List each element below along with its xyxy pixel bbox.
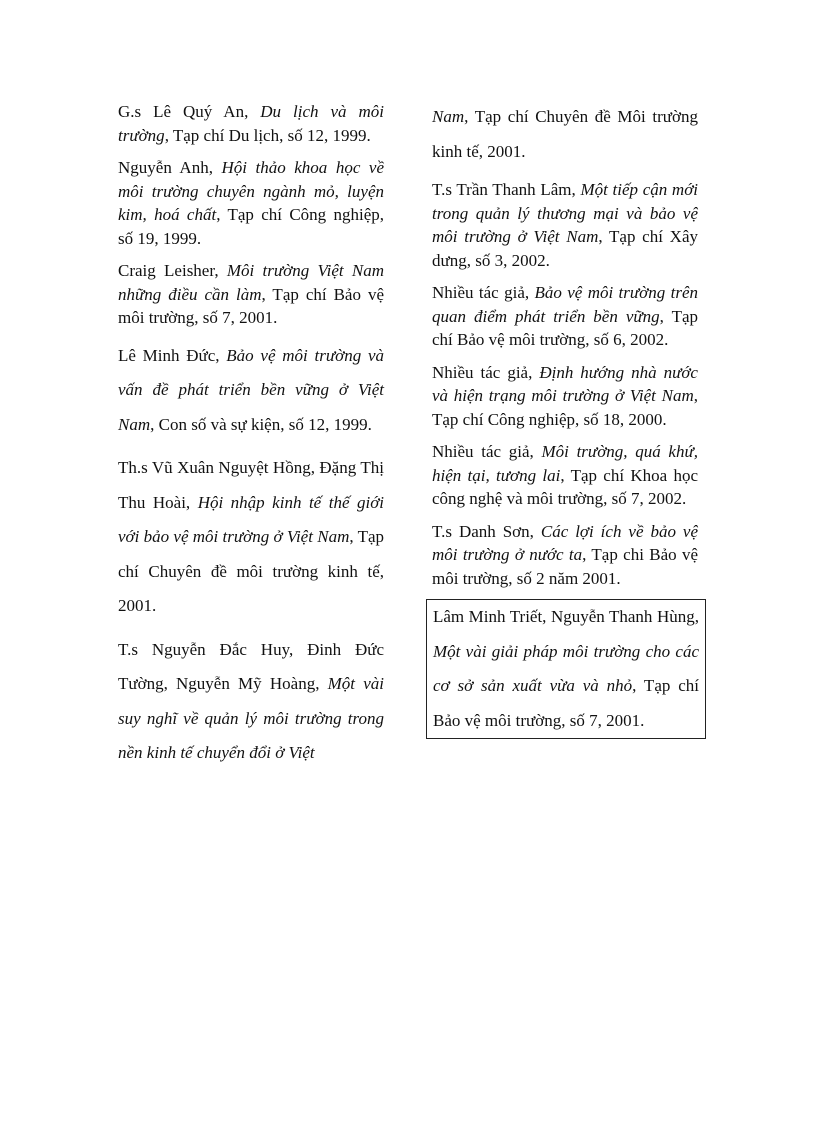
reference-author: T.s Nguyễn Đắc Huy, Đinh Đức Tường, Nguyễn Mỹ Hoàng, (118, 639, 384, 693)
reference-title: Bảo vệ môi trường trên quan điểm phát triển bền vững (432, 283, 698, 326)
reference-source: , Tạp chí Du lịch, số 12, 1999. (164, 125, 371, 145)
reference-author: T.s Trần Thanh Lâm, (432, 180, 581, 199)
reference-source: , Tạp chí Bảo vệ môi trường, số 6, 2002. (432, 306, 698, 349)
reference-title: Hội thảo khoa học về môi trường chuyên ngành mỏ, luyện kim, hoá chất (118, 158, 384, 224)
reference-title: Môi trường Việt Nam những điều cần làm (118, 261, 384, 304)
reference-author: Nhiều tác giả, (432, 362, 540, 382)
reference-author: Lê Minh Đức, (118, 345, 227, 365)
reference-entry (118, 156, 384, 250)
reference-entry (432, 440, 698, 511)
right-column (432, 100, 698, 739)
reference-source: , Tạp chí Bảo vệ môi trường, số 7, 2001. (118, 284, 384, 327)
reference-entry (432, 520, 698, 591)
boxed-reference (426, 599, 706, 739)
reference-entry (432, 178, 698, 272)
reference-author: Th.s Vũ Xuân Nguyệt Hồng, Đặng Thị Thu Hoài, (118, 458, 384, 512)
reference-entry-continued (432, 100, 698, 169)
reference-title: Một vài suy nghĩ về quản lý môi trường trong nền kinh tế chuyển đổi ở Việt (118, 674, 384, 762)
reference-entry (118, 100, 384, 147)
reference-author: Craig Leisher, (118, 261, 227, 280)
reference-source: , Tạp chí Công nghiệp, số 19, 1999. (118, 205, 384, 248)
reference-title: Du lịch và môi trường (118, 102, 384, 145)
reference-title: Một tiếp cận mới trong quản lý thương mại và bảo vệ môi trường ở Việt Nam (432, 180, 699, 246)
reference-author: Nhiều tác giả, (432, 283, 535, 302)
reference-author: G.s Lê Quý An, (118, 102, 261, 121)
reference-entry (433, 600, 699, 738)
reference-entry (118, 339, 384, 443)
reference-title: Môi trường, quá khứ, hiện tại, tương lai (432, 442, 698, 485)
reference-entry (118, 633, 384, 771)
reference-entry (118, 451, 384, 624)
reference-entry (432, 361, 698, 432)
reference-author: Nguyễn Anh, (118, 158, 222, 177)
reference-source: , Tạp chí Chuyên đề Môi trường kinh tế, 2001. (432, 107, 698, 161)
reference-source: , Tạp chí Công nghiệp, số 18, 2000. (432, 386, 698, 429)
reference-title: Hội nhập kinh tế thế giới với bảo vệ môi trường ở Việt Nam (118, 492, 385, 546)
reference-source: , Tạp chi Bảo vệ môi trường, số 2 năm 2001. (432, 545, 699, 588)
reference-source: , Con số và sự kiện, số 12, 1999. (150, 414, 372, 434)
reference-source: , Tạp chí Khoa học công nghệ và môi trường, số 7, 2002. (432, 465, 698, 508)
reference-entry (432, 281, 698, 352)
reference-title: Định hướng nhà nước và hiện trạng môi trường ở Việt Nam (432, 362, 698, 405)
reference-author: T.s Danh Sơn, (432, 521, 541, 541)
reference-title: Các lợi ích về bảo vệ môi trường ở nước ta (432, 521, 698, 564)
reference-author: Lâm Minh Triết, Nguyễn Thanh Hùng, (433, 607, 699, 626)
reference-source: , Tạp chí Chuyên đề môi trường kinh tế, 2001. (118, 527, 385, 615)
reference-source: , Tạp chí Xây dưng, số 3, 2002. (432, 227, 698, 270)
reference-title: Một vài giải pháp môi trường cho các cơ sở sản xuất vừa và nhỏ (433, 641, 699, 695)
left-column (118, 100, 384, 780)
reference-author: Nhiều tác giả, (432, 442, 542, 461)
reference-title: Nam (432, 107, 465, 126)
reference-title: Bảo vệ môi trường và vấn đề phát triển bền vững ở Việt Nam (118, 345, 384, 434)
reference-entry (118, 259, 384, 330)
reference-source: , Tạp chí Bảo vệ môi trường, số 7, 2001. (433, 676, 699, 730)
